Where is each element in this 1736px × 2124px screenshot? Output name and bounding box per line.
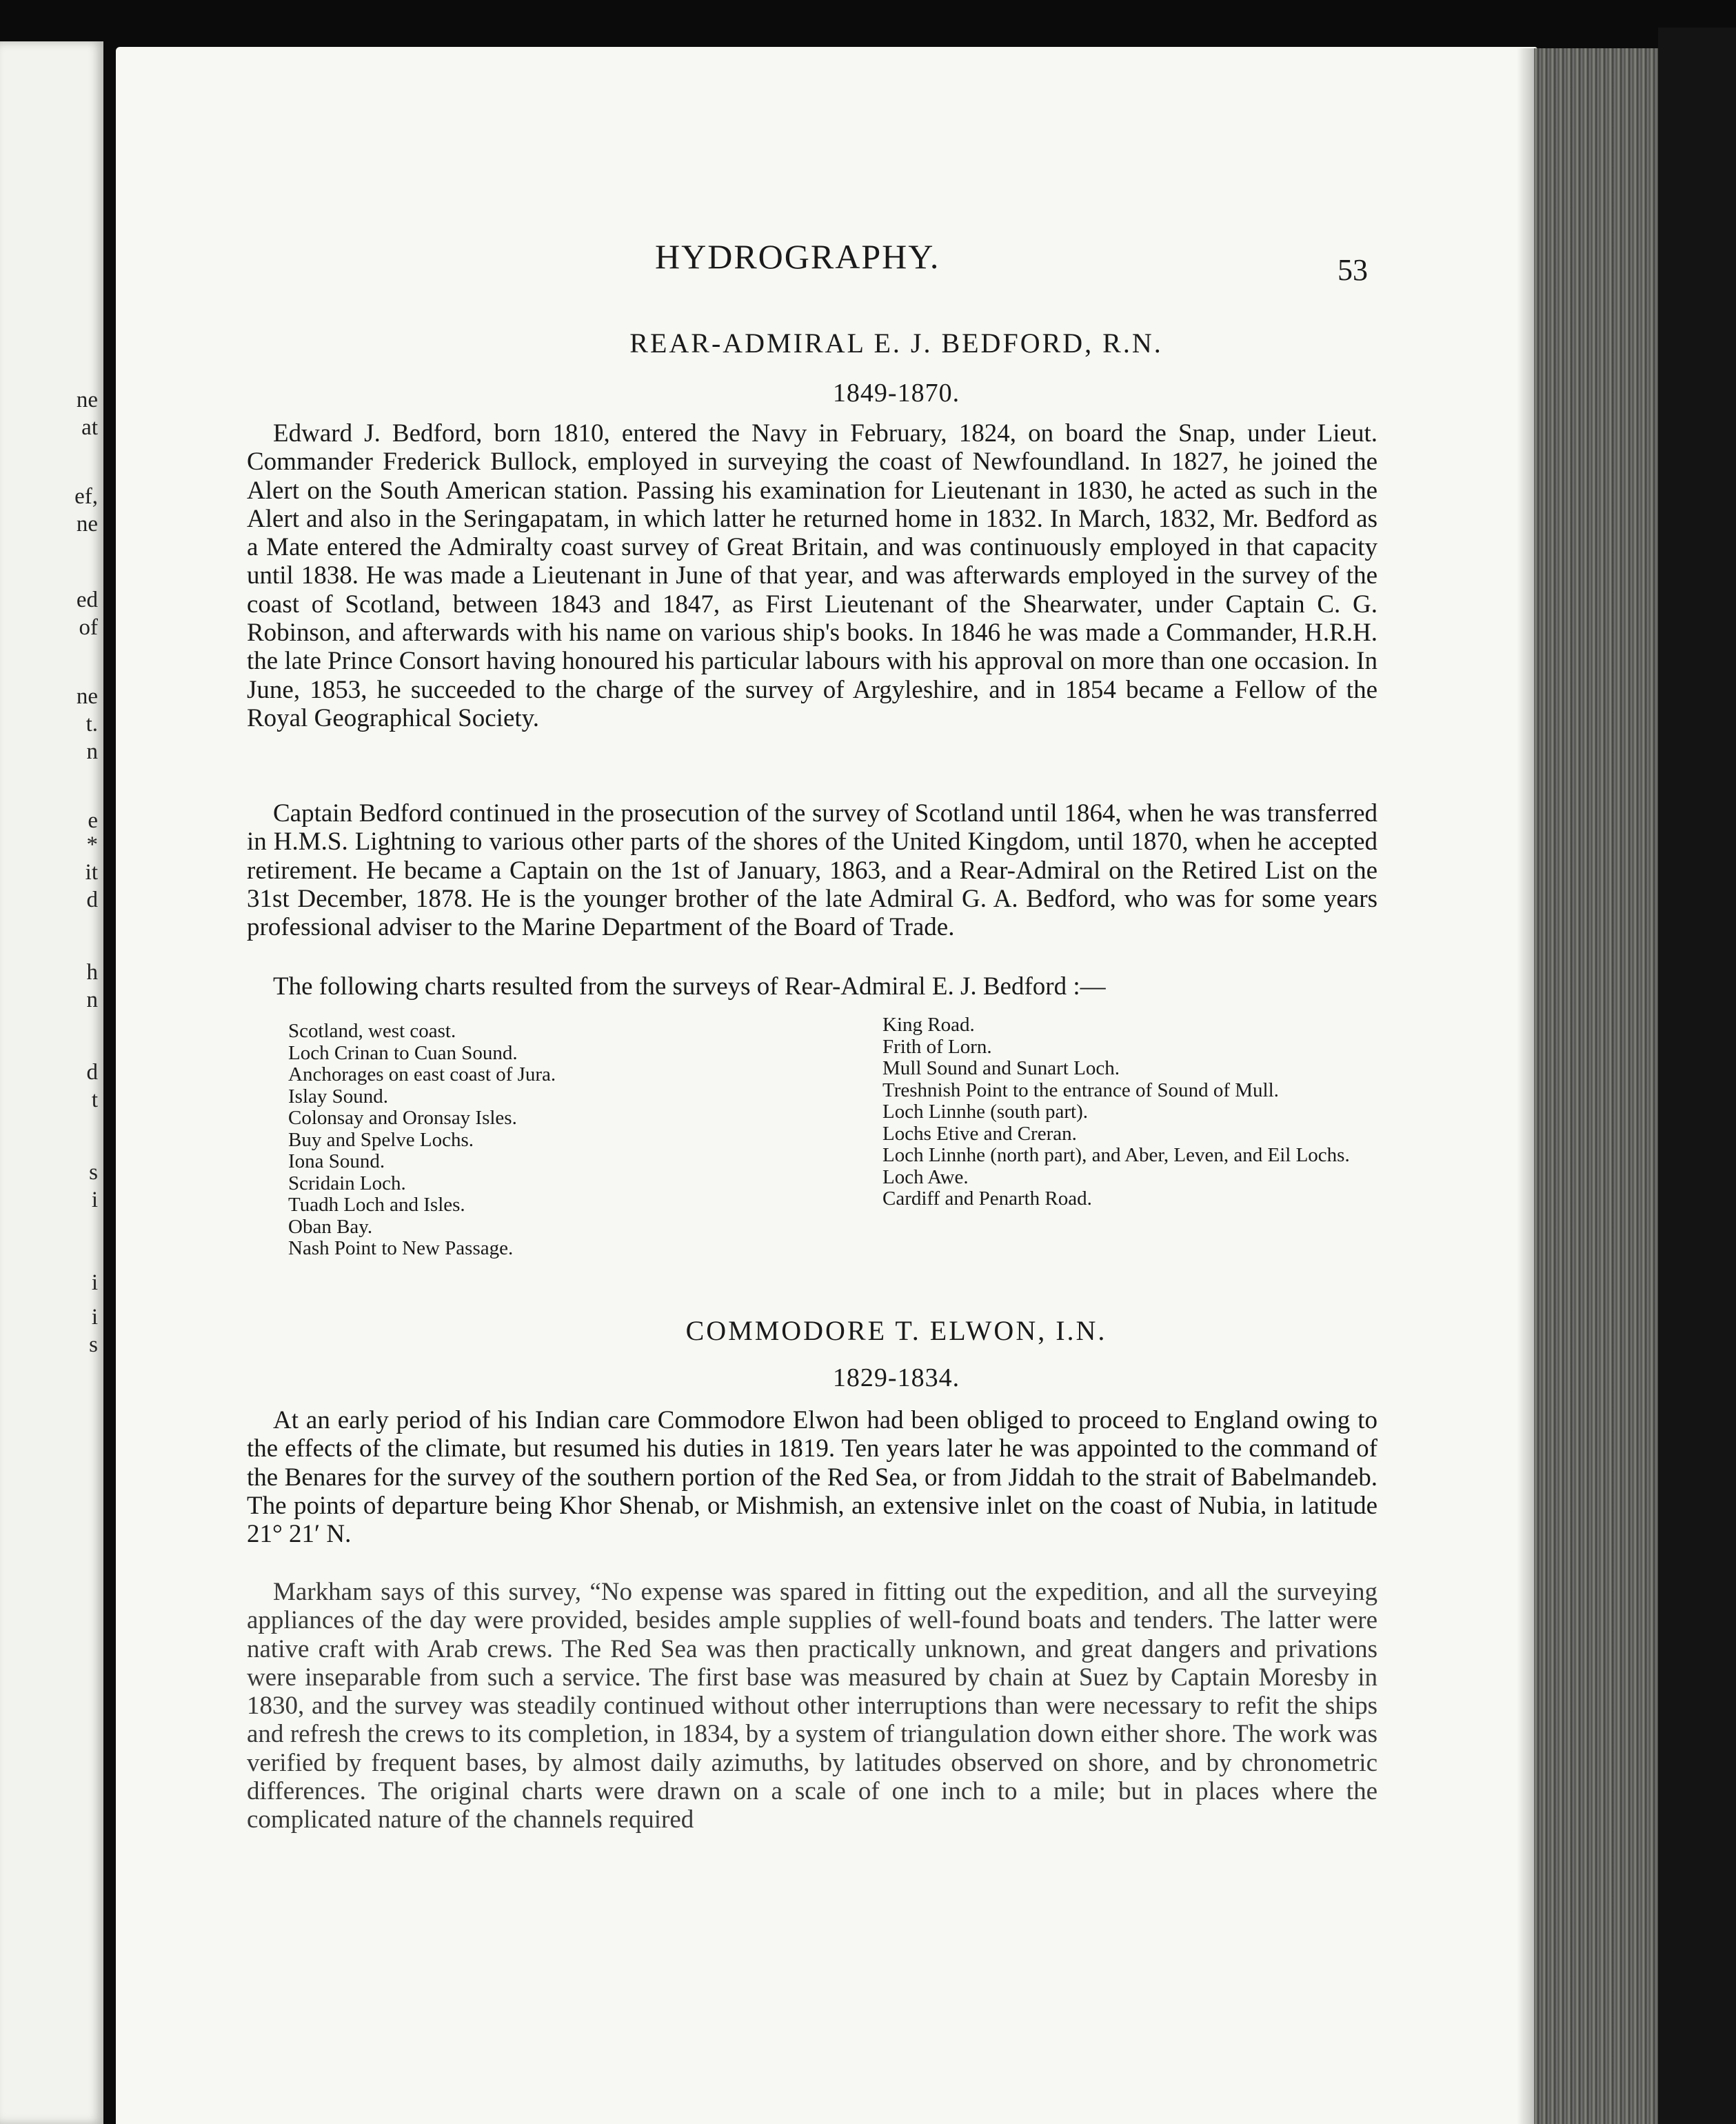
left-page-fragment: n	[86, 988, 98, 1012]
page-number: 53	[1338, 253, 1368, 287]
chart-list-item: King Road.	[882, 1014, 975, 1036]
section-title-elwon: COMMODORE T. ELWON, I.N.	[685, 1315, 1107, 1346]
left-page-fragment: ne	[76, 388, 98, 412]
left-page-fragment: ef,	[74, 484, 98, 509]
chart-list-item: Loch Crinan to Cuan Sound.	[288, 1041, 518, 1064]
chart-list-item: Colonsay and Oronsay Isles.	[288, 1107, 517, 1129]
charts-list-right	[882, 1014, 1379, 1210]
left-page-fragment: s	[89, 1160, 98, 1185]
chart-list-item: Scridain Loch.	[288, 1172, 406, 1194]
chart-list-item: Treshnish Point to the entrance of Sound of Mull.	[882, 1079, 1279, 1101]
left-page-fragment: of	[79, 615, 98, 640]
left-page-fragment: i	[91, 1270, 98, 1295]
paragraph-elwon-2: Markham says of this survey, “No expense was spared in fitting out the expedition, and all the surveying appliances of the day were provided, besides ample supplies of well-found boats and tenders. The latter were native craft with Arab crews. The Red Sea was then practically unknown, and great dangers and privations were inseparable from such a service. The first base was measured by chain at Suez by Captain Moresby in 1830, and the survey was steadily continued without other interruptions than were necessary to refit the ships and refresh the crews to its completion, in 1834, by a system of triangulation down either shore. The work was verified by frequent bases, by almost daily azimuths, by latitudes observed on shore, and by chronometric differences. The original charts were drawn on a scale of one inch to a mile; but in places where the complicated nature of the channels required	[247, 1578, 1377, 1834]
background-edge	[1658, 28, 1736, 2124]
chart-list-item: Nash Point to New Passage.	[288, 1237, 514, 1259]
left-page-fragment: it	[85, 860, 98, 885]
book-page-edges	[1534, 48, 1665, 2124]
chart-list-item: Loch Awe.	[882, 1165, 969, 1188]
section-title-bedford: REAR-ADMIRAL E. J. BEDFORD, R.N.	[629, 328, 1163, 359]
chart-list-item: Buy and Spelve Lochs.	[288, 1128, 474, 1151]
left-page-fragment: *	[86, 832, 98, 857]
left-page-fragment: e	[88, 808, 98, 833]
section-years-elwon: 1829-1834.	[832, 1363, 960, 1392]
left-page-fragment: at	[81, 415, 98, 440]
left-page-fragment: d	[86, 888, 98, 912]
paragraph-bedford-2: Captain Bedford continued in the prosecution of the survey of Scotland until 1864, when he was transferred in H.M.S. Lightning to various other parts of the shores of the United Kingdom, until 1870, when he accepted retirement. He became a Captain on the 1st of January, 1863, and a Rear-Admiral on the Retired List on the 31st December, 1878. He is the younger brother of the late Admiral G. A. Bedford, who was for some years professional adviser to the Marine Department of the Board of Trade.	[247, 799, 1377, 942]
left-page-fragment: i	[91, 1305, 98, 1330]
chart-list-item: Scotland, west coast.	[288, 1020, 456, 1042]
chart-list-item: Islay Sound.	[288, 1085, 388, 1108]
chart-list-item: Oban Bay.	[288, 1215, 373, 1238]
left-page-fragment: ne	[76, 684, 98, 709]
chart-list-item: Loch Linnhe (south part).	[882, 1101, 1088, 1123]
charts-intro: The following charts resulted from the surveys of Rear-Admiral E. J. Bedford :—	[273, 972, 1106, 1001]
left-page-fragment: d	[86, 1060, 98, 1085]
charts-list-left	[288, 1021, 695, 1260]
left-page-fragment: h	[86, 960, 98, 985]
chart-list-item: Loch Linnhe (north part), and Aber, Leven, and Eil Lochs.	[882, 1144, 1350, 1166]
left-page-fragment: t.	[85, 712, 98, 737]
left-page-fragment: n	[86, 739, 98, 764]
paragraph-elwon-1: At an early period of his Indian care Commodore Elwon had been obliged to proceed to England owing to the effects of the climate, but resumed his duties in 1819. Ten years later he was appointed to the command of the Benares for the survey of the southern portion of the Red Sea, or from Jiddah to the strait of Babelmandeb. The points of departure being Khor Shenab, or Mishmish, an extensive inlet on the coast of Nubia, in latitude 21° 21′ N.	[247, 1406, 1377, 1549]
running-head: HYDROGRAPHY.	[655, 237, 940, 276]
left-page-fragment: ne	[76, 512, 98, 537]
left-page-fragment: s	[89, 1332, 98, 1357]
left-page-edge	[0, 41, 103, 2124]
chart-list-item: Cardiff and Penarth Road.	[882, 1188, 1092, 1210]
chart-list-item: Iona Sound.	[288, 1150, 385, 1172]
chart-list-item: Frith of Lorn.	[882, 1035, 992, 1058]
section-years-bedford: 1849-1870.	[832, 379, 960, 408]
left-page-fragment: ed	[76, 588, 98, 612]
chart-list-item: Anchorages on east coast of Jura.	[288, 1063, 556, 1085]
left-page-fragment: t	[91, 1088, 98, 1112]
chart-list-item: Lochs Etive and Creran.	[882, 1122, 1077, 1145]
chart-list-item: Mull Sound and Sunart Loch.	[882, 1057, 1120, 1079]
paragraph-bedford-1: Edward J. Bedford, born 1810, entered the Navy in February, 1824, on board the Snap, under Lieut. Commander Frederick Bullock, employed in surveying the coast of Newfoundland. In 1827, he joined the Alert on the South American station. Passing his examination for Lieutenant in 1830, he acted as such in the Alert and also in the Seringapatam, in which latter he returned home in 1832. In March, 1832, Mr. Bedford as a Mate entered the Admiralty coast survey of Great Britain, and was continuously employed in that capacity until 1838. He was made a Lieutenant in June of that year, and was afterwards employed in the survey of the coast of Scotland, between 1843 and 1847, as First Lieutenant of the Shearwater, under Captain C. G. Robinson, and afterwards with his name on various ship's books. In 1846 he was made a Commander, H.R.H. the late Prince Consort having honoured his particular labours with his approval on more than one occasion. In June, 1853, he succeeded to the charge of the survey of Argyleshire, and in 1854 became a Fellow of the Royal Geographical Society.	[247, 419, 1377, 732]
chart-list-item: Tuadh Loch and Isles.	[288, 1194, 465, 1216]
left-page-fragment: i	[91, 1188, 98, 1212]
